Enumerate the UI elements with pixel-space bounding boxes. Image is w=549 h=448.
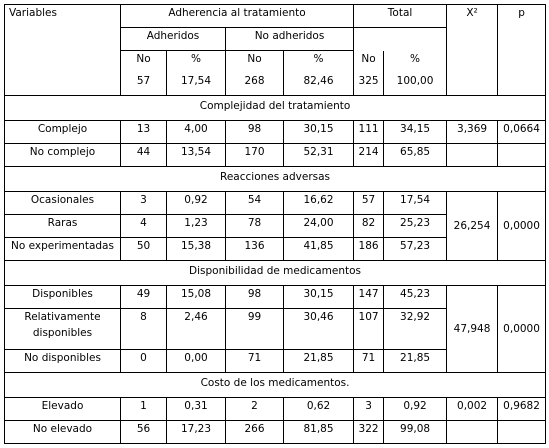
section-title-row <box>5 167 546 192</box>
header-pct: % <box>384 51 447 74</box>
row-label: No elevado <box>5 421 121 444</box>
cell: 13 <box>121 121 167 144</box>
header-adherencia: Adherencia al tratamiento <box>121 5 354 28</box>
table-row <box>5 121 546 144</box>
empty-cell <box>498 421 546 444</box>
cell: 44 <box>121 144 167 167</box>
cell: 15,08 <box>167 286 226 309</box>
cell: 32,92 <box>384 309 447 350</box>
x2-value: 26,254 <box>447 192 498 261</box>
cell: 322 <box>354 421 384 444</box>
cell: 71 <box>226 350 284 373</box>
cell: 49 <box>121 286 167 309</box>
header-no: No <box>354 51 384 74</box>
cell: 30,15 <box>284 286 354 309</box>
cell: 1 <box>121 398 167 421</box>
total-cell: 17,54 <box>167 73 226 96</box>
cell: 34,15 <box>384 121 447 144</box>
cell: 25,23 <box>384 215 447 238</box>
cell: 16,62 <box>284 192 354 215</box>
section-title-row <box>5 373 546 398</box>
cell: 17,23 <box>167 421 226 444</box>
cell: 21,85 <box>384 350 447 373</box>
cell: 99 <box>226 309 284 350</box>
header-total: Total <box>354 5 447 28</box>
p-value: 0,0664 <box>498 121 546 144</box>
x2-value: 47,948 <box>447 286 498 373</box>
table-row <box>5 286 546 309</box>
cell: 4 <box>121 215 167 238</box>
cell: 30,15 <box>284 121 354 144</box>
total-cell: 57 <box>121 73 167 96</box>
cell: 99,08 <box>384 421 447 444</box>
cell: 2,46 <box>167 309 226 350</box>
header-x2: X² <box>447 5 498 96</box>
cell: 8 <box>121 309 167 350</box>
cell: 21,85 <box>284 350 354 373</box>
table-row <box>5 192 546 215</box>
section-title-row <box>5 96 546 121</box>
row-label-line: disponibles <box>32 327 93 339</box>
adherence-statistics-table <box>4 4 546 444</box>
cell: 107 <box>354 309 384 350</box>
total-cell: 268 <box>226 73 284 96</box>
header-no-adheridos: No adheridos <box>226 28 354 51</box>
cell: 71 <box>354 350 384 373</box>
row-label: No disponibles <box>5 350 121 373</box>
section-title-row <box>5 261 546 286</box>
header-adheridos: Adheridos <box>121 28 226 51</box>
cell: 57 <box>354 192 384 215</box>
row-label: Complejo <box>5 121 121 144</box>
row-label <box>5 309 121 350</box>
cell: 266 <box>226 421 284 444</box>
cell: 170 <box>226 144 284 167</box>
cell: 52,31 <box>284 144 354 167</box>
total-cell: 325 <box>354 73 384 96</box>
cell: 0,00 <box>167 350 226 373</box>
empty-cell <box>447 144 498 167</box>
p-value: 0,9682 <box>498 398 546 421</box>
header-p: p <box>498 5 546 96</box>
cell: 186 <box>354 238 384 261</box>
table-row <box>5 144 546 167</box>
x2-value: 3,369 <box>447 121 498 144</box>
cell: 24,00 <box>284 215 354 238</box>
cell: 0,62 <box>284 398 354 421</box>
row-label: Disponibles <box>5 286 121 309</box>
cell: 214 <box>354 144 384 167</box>
row-label: No complejo <box>5 144 121 167</box>
header-no: No <box>121 51 167 74</box>
section-title: Complejidad del tratamiento <box>5 96 546 121</box>
cell: 0,92 <box>384 398 447 421</box>
header-no: No <box>226 51 284 74</box>
cell: 3 <box>121 192 167 215</box>
cell: 30,46 <box>284 309 354 350</box>
x2-value: 0,002 <box>447 398 498 421</box>
cell: 17,54 <box>384 192 447 215</box>
cell: 50 <box>121 238 167 261</box>
row-label: No experimentadas <box>5 238 121 261</box>
header-pct: % <box>167 51 226 74</box>
header-variables: Variables <box>5 5 121 96</box>
cell: 147 <box>354 286 384 309</box>
p-value: 0,0000 <box>498 192 546 261</box>
p-value: 0,0000 <box>498 286 546 373</box>
cell: 45,23 <box>384 286 447 309</box>
cell: 98 <box>226 286 284 309</box>
header-total-spacer <box>354 28 447 51</box>
cell: 56 <box>121 421 167 444</box>
cell: 111 <box>354 121 384 144</box>
cell: 0,31 <box>167 398 226 421</box>
cell: 0,92 <box>167 192 226 215</box>
cell: 4,00 <box>167 121 226 144</box>
cell: 136 <box>226 238 284 261</box>
table-row <box>5 398 546 421</box>
section-title: Costo de los medicamentos. <box>5 373 546 398</box>
row-label: Ocasionales <box>5 192 121 215</box>
cell: 65,85 <box>384 144 447 167</box>
section-title: Disponibilidad de medicamentos <box>5 261 546 286</box>
header-pct: % <box>284 51 354 74</box>
cell: 3 <box>354 398 384 421</box>
cell: 2 <box>226 398 284 421</box>
cell: 13,54 <box>167 144 226 167</box>
cell: 1,23 <box>167 215 226 238</box>
header-row-1 <box>5 5 546 28</box>
cell: 82 <box>354 215 384 238</box>
cell: 81,85 <box>284 421 354 444</box>
cell: 54 <box>226 192 284 215</box>
cell: 0 <box>121 350 167 373</box>
cell: 15,38 <box>167 238 226 261</box>
section-title: Reacciones adversas <box>5 167 546 192</box>
table-row <box>5 421 546 444</box>
row-label: Elevado <box>5 398 121 421</box>
row-label: Raras <box>5 215 121 238</box>
cell: 57,23 <box>384 238 447 261</box>
cell: 98 <box>226 121 284 144</box>
total-cell: 82,46 <box>284 73 354 96</box>
cell: 41,85 <box>284 238 354 261</box>
statistics-table-container <box>4 4 546 444</box>
empty-cell <box>498 144 546 167</box>
empty-cell <box>447 421 498 444</box>
row-label-line: Relativamente <box>24 311 101 323</box>
total-cell: 100,00 <box>384 73 447 96</box>
cell: 78 <box>226 215 284 238</box>
